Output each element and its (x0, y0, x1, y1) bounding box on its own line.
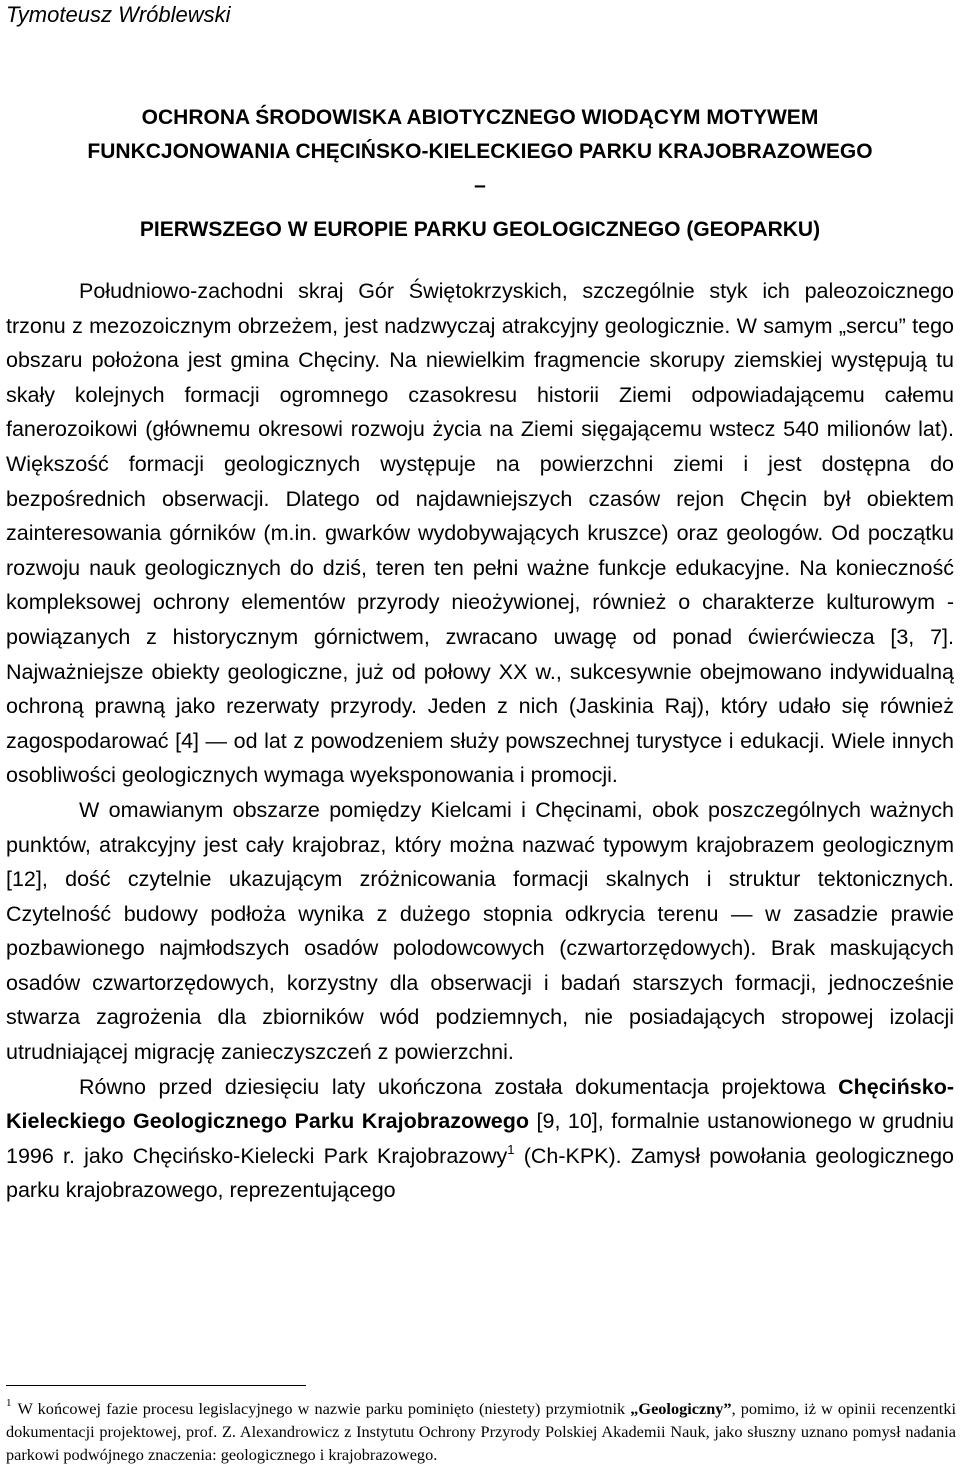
footnote-reference[interactable]: 1 (507, 1141, 515, 1157)
document-title (0, 101, 960, 247)
footnote-marker: 1 (6, 1397, 12, 1409)
footnote-text-b: , pomimo, iż w opinii recenzentki dokumentacji projektowej, prof. Z. Alexandrowicz z Instytutu Ochrony Przyrody Polskiej Akademii Nauk, jako słuszny uznano pomysł nadania parkowi podwójnego znaczenia: geologicznego i krajobrazowego. (6, 1399, 956, 1464)
paragraph-3-text-a: Równo przed dziesięciu laty ukończona została dokumentacja projektowa (79, 1074, 839, 1099)
body-text (6, 274, 954, 1208)
paragraph-3 (6, 1070, 954, 1208)
title-line-1: OCHRONA ŚRODOWISKA ABIOTYCZNEGO WIODĄCYM MOTYWEM (141, 106, 819, 129)
title-line-2: FUNKCJONOWANIA CHĘCIŃSKO-KIELECKIEGO PARKU KRAJOBRAZOWEGO (87, 140, 873, 163)
paragraph-1: Południowo-zachodni skraj Gór Świętokrzyskich, szczególnie styk ich paleozoicznego trzonu z mezozoicznym obrzeżem, jest nadzwyczaj atrakcyjny geologicznie. W samym „sercu” tego obszaru położona jest gmina Chęciny. Na niewielkim fragmencie skorupy ziemskiej występują tu skały kolejnych formacji ogromnego czasokresu historii Ziemi odpowiadającemu całemu fanerozoikowi (głównemu okresowi rozwoju życia na Ziemi sięgającemu wstecz 540 milionów lat). Większość formacji geologicznych występuje na powierzchni ziemi i jest dostępna do bezpośrednich obserwacji. Dlatego od najdawniejszych czasów rejon Chęcin był obiektem zainteresowania górników (m.in. gwarków wydobywających kruszce) oraz geologów. Od początku rozwoju nauk geologicznych do dziś, teren ten pełni ważne funkcje edukacyjne. Na konieczność kompleksowej ochrony elementów przyrody nieożywionej, również o charakterze kulturowym - powiązanych z historycznym górnictwem, zwracano uwagę od ponad ćwierćwiecza [3, 7]. Najważniejsze obiekty geologiczne, już od połowy XX w., sukcesywnie obejmowano indywidualną ochroną prawną jako rezerwaty przyrody. Jeden z nich (Jaskinia Raj), który udało się również zagospodarować [4] — od lat z powodzeniem służy powszechnej turystyce i edukacji. Wiele innych osobliwości geologicznych wymaga wyeksponowania i promocji. (6, 279, 954, 788)
paragraph-2: W omawianym obszarze pomiędzy Kielcami i Chęcinami, obok poszczególnych ważnych punktów, atrakcyjny jest cały krajobraz, który można nazwać typowym krajobrazem geologicznym [12], dość czytelnie ukazującym zróżnicowania formacji skalnych i struktur tektonicznych. Czytelność budowy podłoża wynika z dużego stopnia odkrycia terenu — w zasadzie prawie pozbawionego najmłodszych osadów polodowcowych (czwartorzędowych). Brak maskujących osadów czwartorzędowych, korzystny dla obserwacji i badań starszych formacji, jednocześnie stwarza zagrożenia dla zbiorników wód podziemnych, nie posiadających stropowej izolacji utrudniającej migrację zanieczyszczeń z powierzchni. (6, 797, 954, 1065)
title-line-3: PIERWSZEGO W EUROPIE PARKU GEOLOGICZNEGO (GEOPARKU) (139, 218, 821, 241)
footnote-text-a: W końcowej fazie procesu legislacyjnego w nazwie parku pominięto (niestety) przymiotnik (17, 1399, 631, 1418)
park-name-bold: Chęcińsko-Kieleckiego Geologicznego Parku Krajobrazowego (6, 1074, 954, 1134)
paragraph-3-text-b: [9, 10], formalnie ustanowionego w grudniu 1996 r. jako Chęcińsko-Kielecki Park Krajobrazowy (6, 1109, 954, 1168)
paragraph-3-text-c: (Ch-KPK). Zamysł powołania geologicznego parku krajobrazowego, reprezentującego (6, 1143, 954, 1203)
author-name: Tymoteusz Wróblewski (6, 2, 231, 27)
title-dash: – (474, 174, 486, 197)
footnote-divider (6, 1385, 306, 1386)
footnote (6, 1397, 956, 1466)
footnote-bold-term: „Geologiczny” (630, 1399, 732, 1418)
